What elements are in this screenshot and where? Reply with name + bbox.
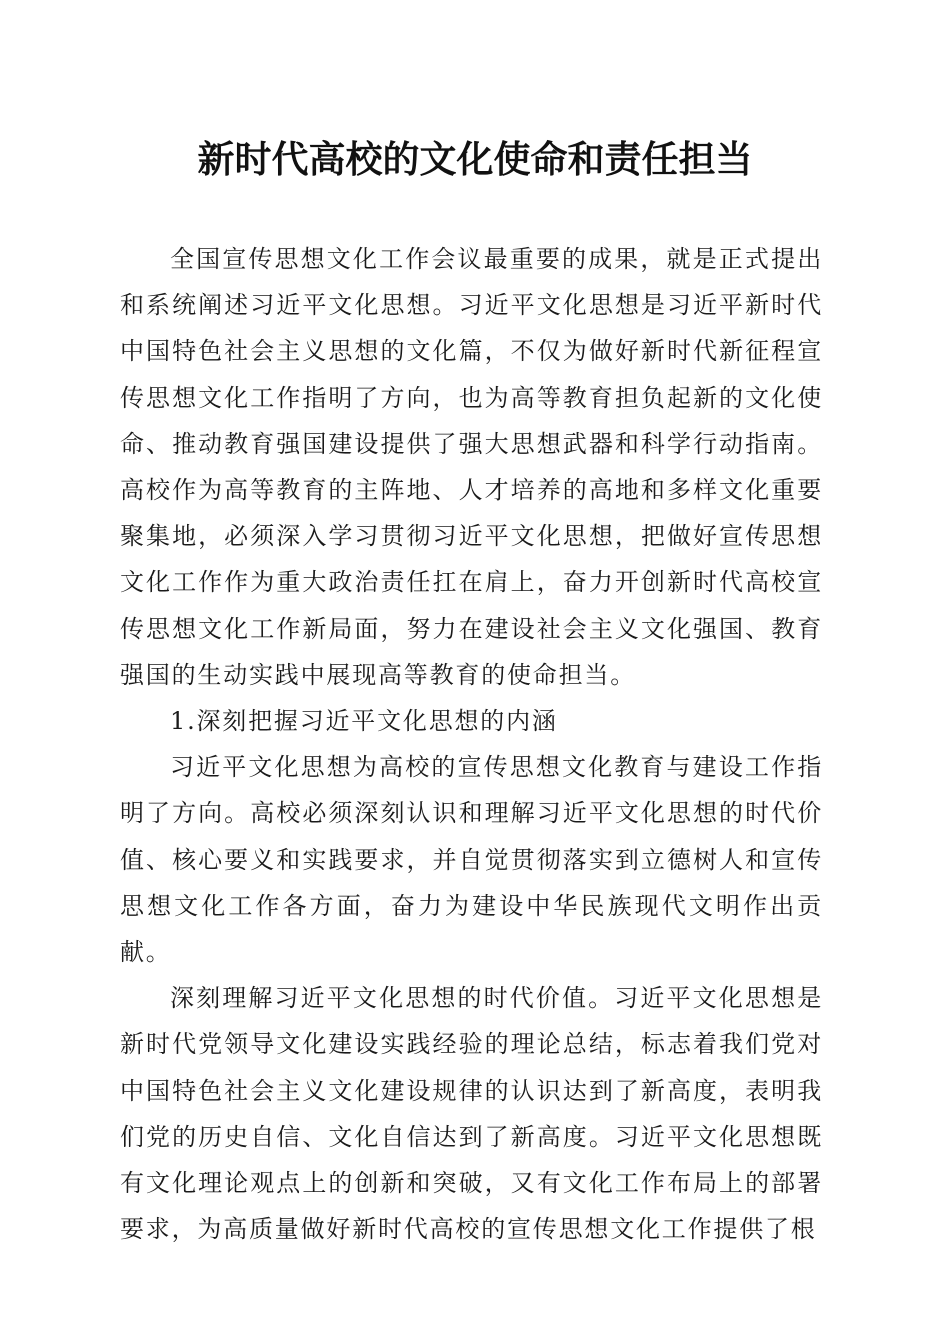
paragraph-time-value: 深刻理解习近平文化思想的时代价值。习近平文化思想是新时代党领导文化建设实践经验的理论总结，标志着我们党对中国特色社会主义文化建设规律的认识达到了新高度，表明我们党的历史自信、文化自信达到了新高度。习近平文化思想既有文化理论观点上的创新和突破，又有文化工作布局上的部署要求，为高质量做好新时代高校的宣传思想文化工作提供了根: [120, 984, 823, 1244]
section-heading-1: 1.深刻把握习近平文化思想的内涵: [170, 707, 558, 736]
document-body: [120, 236, 823, 1252]
paragraph-section-1-intro: 习近平文化思想为高校的宣传思想文化教育与建设工作指明了方向。高校必须深刻认识和理解习近平文化思想的时代价值、核心要义和实践要求，并自觉贯彻落实到立德树人和宣传思想文化工作各方面，奋力为建设中华民族现代文明作出贡献。: [120, 753, 823, 967]
document-title: 新时代高校的文化使命和责任担当: [197, 137, 753, 181]
paragraph-intro: 全国宣传思想文化工作会议最重要的成果，就是正式提出和系统阐述习近平文化思想。习近平文化思想是习近平新时代中国特色社会主义思想的文化篇，不仅为做好新时代新征程宣传思想文化工作指明了方向，也为高等教育担负起新的文化使命、推动教育强国建设提供了强大思想武器和科学行动指南。高校作为高等教育的主阵地、人才培养的高地和多样文化重要聚集地，必须深入学习贯彻习近平文化思想，把做好宣传思想文化工作作为重大政治责任扛在肩上，奋力开创新时代高校宣传思想文化工作新局面，努力在建设社会主义文化强国、教育强国的生动实践中展现高等教育的使命担当。: [120, 245, 823, 689]
